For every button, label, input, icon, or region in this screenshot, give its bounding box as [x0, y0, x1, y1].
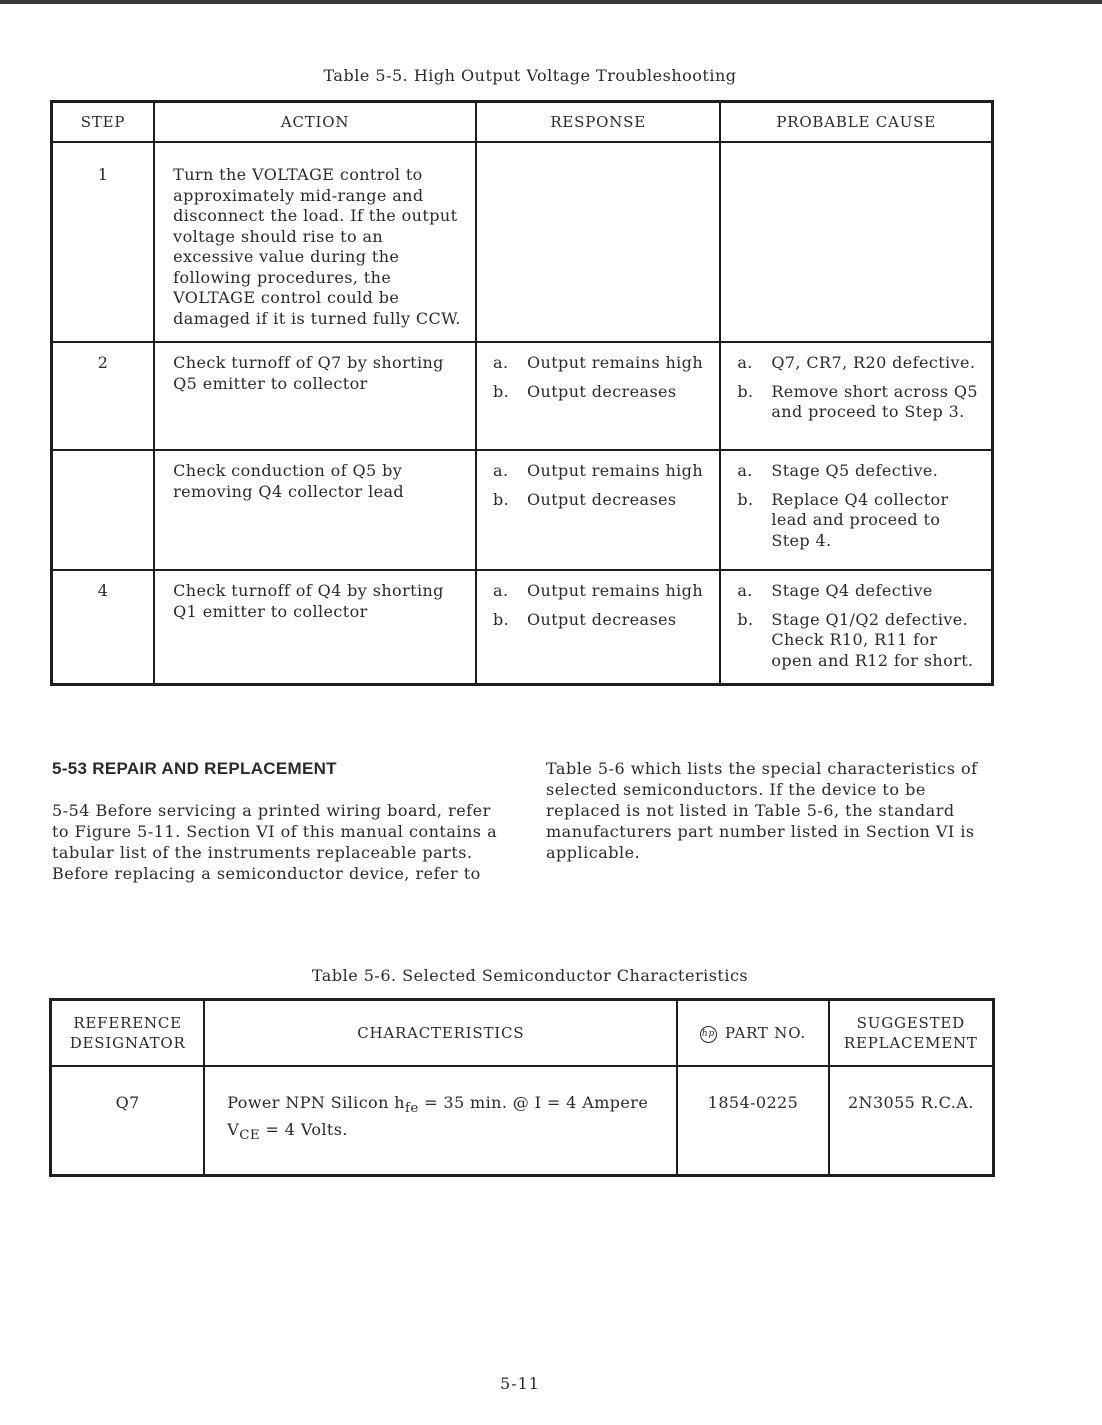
cause-item: b. Replace Q4 collector lead and proceed to Step 4. — [737, 489, 949, 550]
response-item: b. Output decreases — [493, 609, 677, 629]
header-part-no: hp PART NO. — [677, 1000, 828, 1067]
hp-logo-icon: hp — [700, 1026, 717, 1043]
cause-cell — [720, 450, 992, 570]
section-heading: 5-53 REPAIR AND REPLACEMENT — [52, 759, 337, 778]
table-row — [52, 142, 993, 342]
response-item: a. Output remains high — [493, 353, 704, 372]
response-cell — [476, 570, 720, 685]
table-row — [52, 450, 993, 570]
response-item: a. Output remains high — [493, 581, 704, 600]
action-text: Turn the VOLTAGE control to approximately mid-range and disconnect the load. If the output voltage should rise to an excessive value during the following procedures, the VOLTAGE control could be damaged if it is turned fully CCW. — [154, 142, 476, 342]
table-row — [52, 342, 993, 450]
characteristics-text: Power NPN Silicon $h_{fe} = 35$ min. @ I = 4 Ampere $V_{CE} = 4$ Volts. — [204, 1066, 677, 1176]
response-item: a. Output remains high — [493, 461, 704, 480]
suggested-replacement: 2N3055 R.C.A. — [829, 1066, 994, 1176]
response-cell — [476, 142, 720, 342]
paragraph-right: Table 5-6 which lists the special characteristics of selected semiconductors. If the device to be replaced is not listed in Table 5-6, the standard manufacturers part number listed in Section VI is applicable. — [546, 759, 978, 862]
cause-cell — [720, 342, 992, 450]
response-cell — [476, 450, 720, 570]
table-5-5-caption: Table 5-5. High Output Voltage Troubleshooting — [323, 66, 737, 85]
cause-cell — [720, 142, 992, 342]
cause-cell — [720, 570, 992, 685]
response-item: b. Output decreases — [493, 489, 677, 509]
cause-item: b. Remove short across Q5 and proceed to Step 3. — [737, 381, 978, 421]
header-suggested-replacement: SUGGESTED REPLACEMENT — [829, 1000, 994, 1067]
header-response: RESPONSE — [476, 102, 720, 143]
step-number: 1 — [52, 142, 155, 342]
cause-item: a. Stage Q5 defective. — [737, 461, 939, 480]
part-number: 1854-0225 — [677, 1066, 828, 1176]
page-top-edge — [0, 0, 1102, 4]
cause-item: a. Q7, CR7, R20 defective. — [737, 353, 976, 372]
table-row — [51, 1066, 994, 1176]
header-probable-cause: PROBABLE CAUSE — [720, 102, 992, 143]
cause-item: a. Stage Q4 defective — [737, 581, 933, 600]
header-reference-designator: REFERENCE DESIGNATOR — [51, 1000, 205, 1067]
page-number: 5-11 — [500, 1374, 540, 1393]
header-step: STEP — [52, 102, 155, 143]
header-characteristics: CHARACTERISTICS — [204, 1000, 677, 1067]
header-action: ACTION — [154, 102, 476, 143]
table-5-5 — [50, 100, 994, 686]
cause-item: b. Stage Q1/Q2 defective. Check R10, R11 for open and R12 for short. — [737, 609, 974, 670]
response-item: b. Output decreases — [493, 381, 677, 401]
table-5-6-caption: Table 5-6. Selected Semiconductor Characteristics — [311, 966, 749, 985]
action-text: Check turnoff of Q7 by shorting Q5 emitter to collector — [154, 342, 476, 450]
step-number: 4 — [52, 570, 155, 685]
action-text: Check conduction of Q5 by removing Q4 collector lead — [154, 450, 476, 570]
table-5-6 — [49, 998, 995, 1177]
table-row — [52, 570, 993, 685]
paragraph-left: 5-54 Before servicing a printed wiring board, refer to Figure 5-11. Section VI of this manual contains a tabular list of the instruments replaceable parts. Before replacing a semiconductor device, refer to — [52, 801, 498, 883]
response-cell — [476, 342, 720, 450]
step-number — [52, 450, 155, 570]
table-header-row — [51, 1000, 994, 1067]
action-text: Check turnoff of Q4 by shorting Q1 emitter to collector — [154, 570, 476, 685]
step-number: 2 — [52, 342, 155, 450]
table-header-row — [52, 102, 993, 143]
reference-designator: Q7 — [51, 1066, 205, 1176]
